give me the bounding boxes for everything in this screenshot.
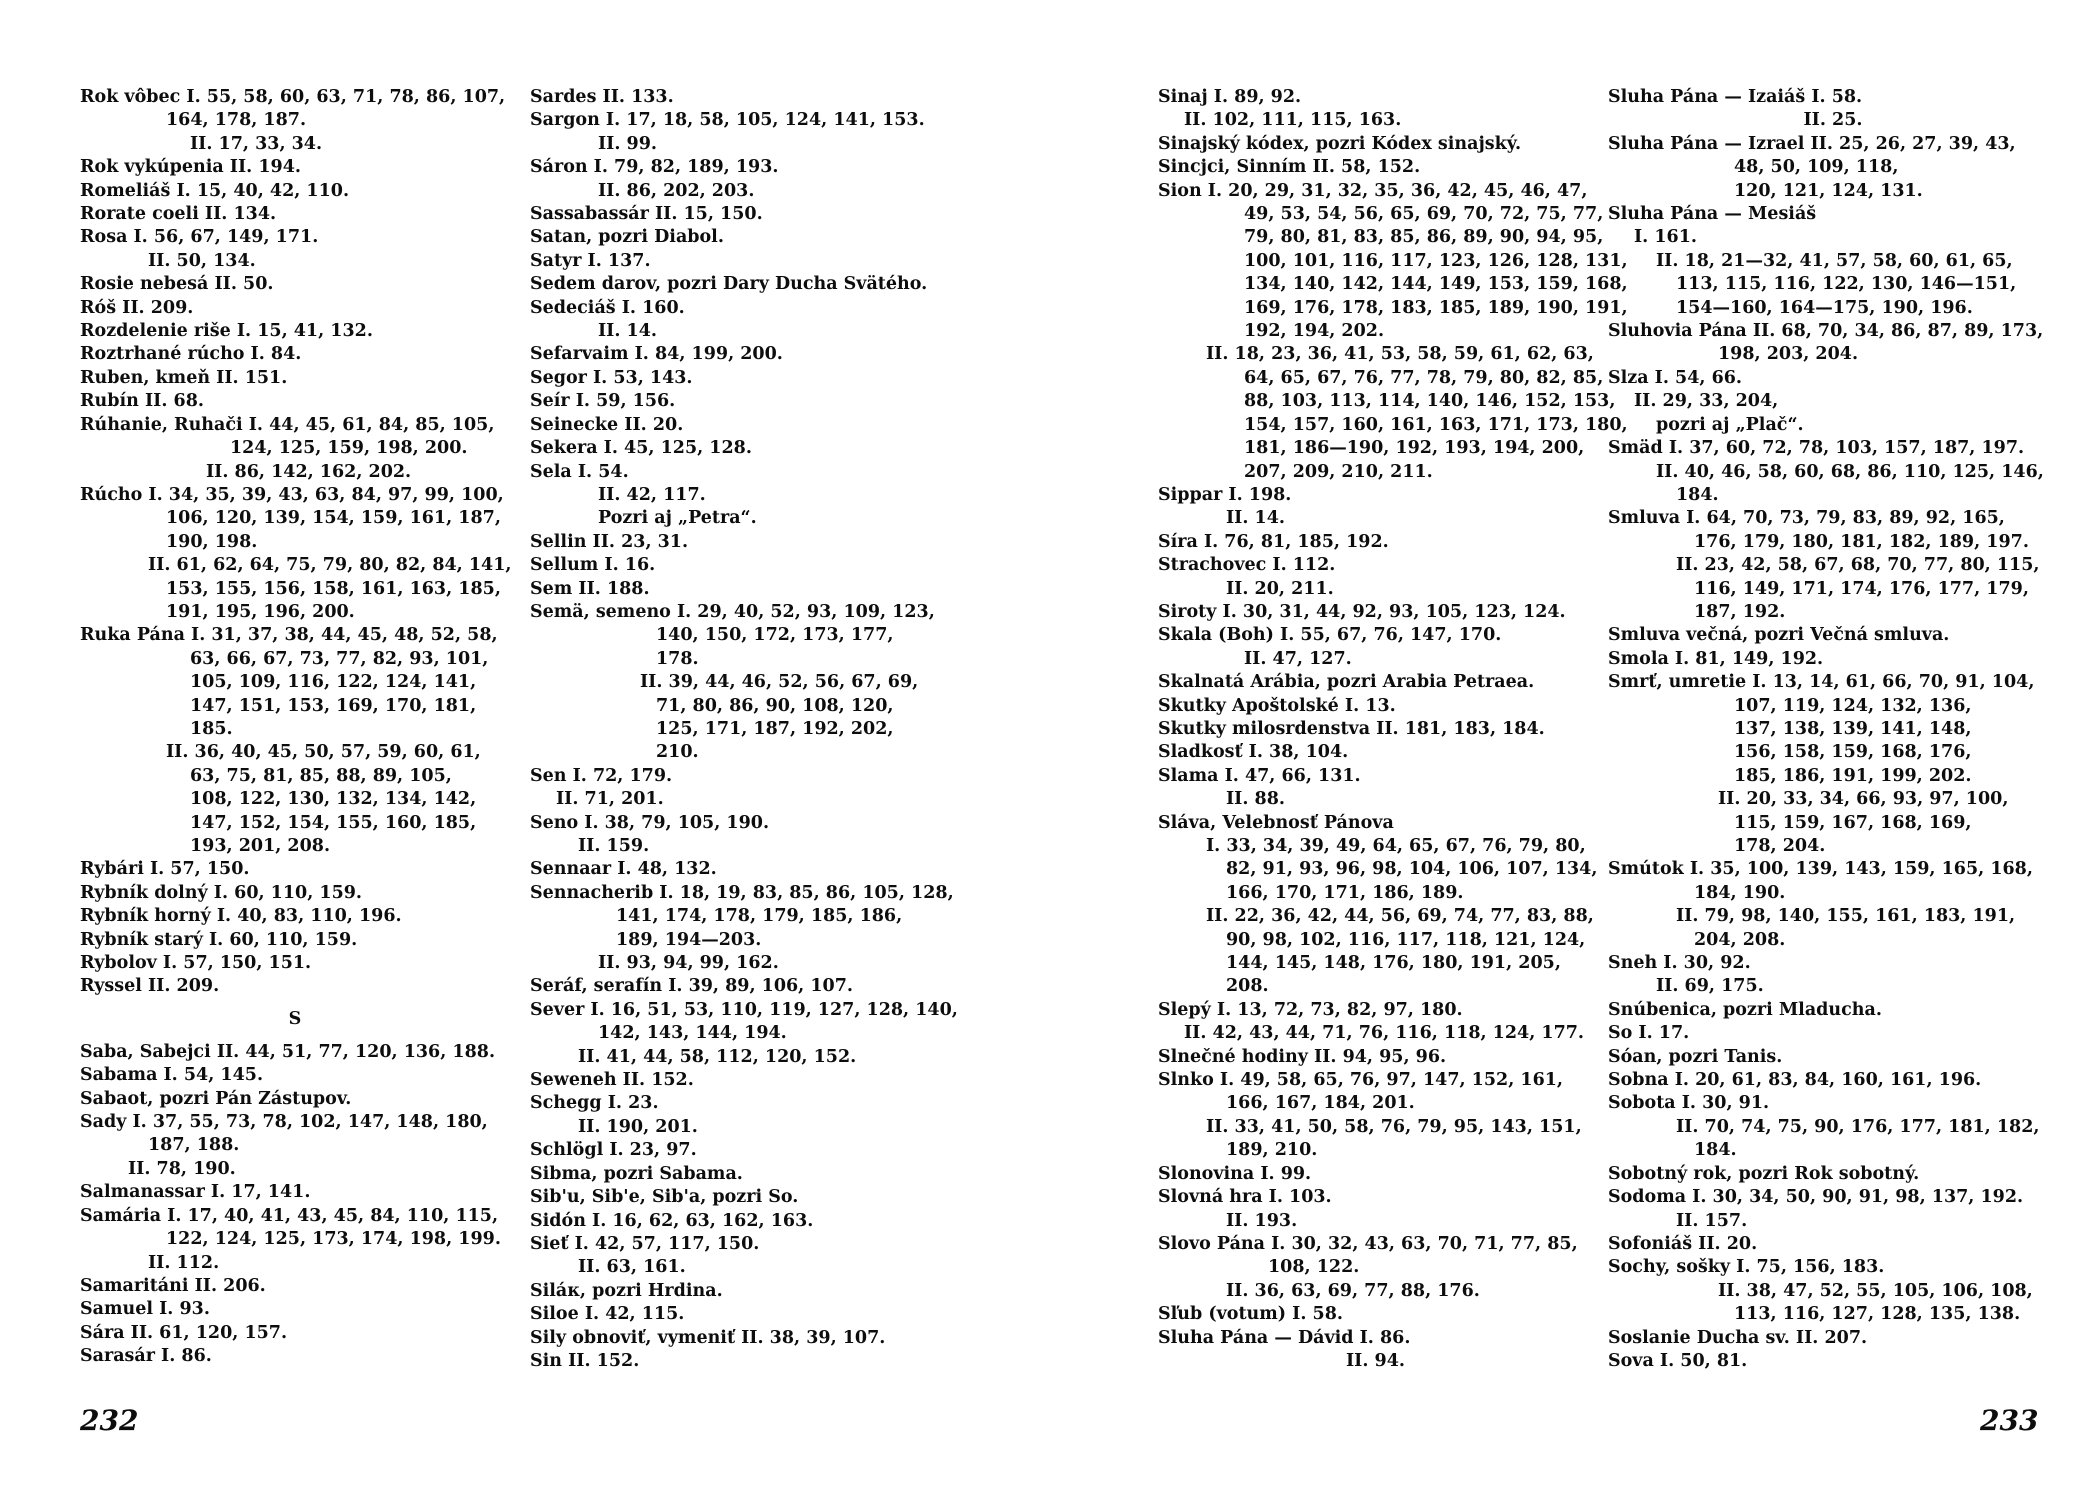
index-subentry: 122, 124, 125, 173, 174, 198, 199. — [166, 1229, 501, 1250]
index-subentry: 140, 150, 172, 173, 177, — [656, 625, 894, 646]
index-entry: Samaritáni II. 206. — [80, 1275, 266, 1296]
index-subentry: 48, 50, 109, 118, — [1734, 157, 1899, 178]
right-page — [1043, 0, 2086, 1500]
index-subentry: pozri aj „Plač“. — [1656, 414, 1804, 435]
index-subentry: II. 23, 42, 58, 67, 68, 70, 77, 80, 115, — [1676, 555, 2040, 576]
index-column-right-2 — [1608, 86, 2058, 1373]
index-subentry: II. 20, 33, 34, 66, 93, 97, 100, — [1718, 789, 2009, 810]
index-subentry: 176, 179, 180, 181, 182, 189, 197. — [1694, 531, 2029, 552]
index-entry: Sodoma I. 30, 34, 50, 90, 91, 98, 137, 192. — [1608, 1187, 2024, 1208]
index-entry: Sneh I. 30, 92. — [1608, 953, 1751, 974]
index-entry: Samuel I. 93. — [80, 1299, 210, 1320]
index-entry: Sellum I. 16. — [530, 555, 656, 576]
index-entry: Smútok I. 35, 100, 139, 143, 159, 165, 168, — [1608, 859, 2033, 880]
index-entry: Sofoniáš II. 20. — [1608, 1233, 1758, 1254]
index-entry: Rúhanie, Ruhači I. 44, 45, 61, 84, 85, 105, — [80, 414, 495, 435]
index-entry: Semä, semeno I. 29, 40, 52, 93, 109, 123, — [530, 601, 935, 622]
index-subentry: 64, 65, 67, 76, 77, 78, 79, 80, 82, 85, — [1244, 367, 1604, 388]
index-entry: Sion I. 20, 29, 31, 32, 35, 36, 42, 45, 46, 47, — [1158, 180, 1588, 201]
index-entry: Rosie nebesá II. 50. — [80, 274, 274, 295]
index-subentry: II. 78, 190. — [128, 1158, 236, 1179]
index-subentry: 108, 122, 130, 132, 134, 142, — [190, 789, 477, 810]
index-entry: Siloe I. 42, 115. — [530, 1304, 685, 1325]
index-entry: Seráf, serafín I. 39, 89, 106, 107. — [530, 976, 853, 997]
index-subentry: II. 99. — [598, 133, 658, 154]
index-subentry: II. 47, 127. — [1244, 648, 1352, 669]
page-number-left: 232 — [80, 1404, 139, 1437]
index-subentry: 154, 157, 160, 161, 163, 171, 173, 180, — [1244, 414, 1628, 435]
index-subentry: 105, 109, 116, 122, 124, 141, — [190, 672, 477, 693]
index-subentry: 185. — [190, 718, 233, 739]
index-subentry: 88, 103, 113, 114, 140, 146, 152, 153, — [1244, 391, 1616, 412]
index-entry: Slonovina I. 99. — [1158, 1163, 1312, 1184]
index-subentry: II. 36, 40, 45, 50, 57, 59, 60, 61, — [166, 742, 481, 763]
index-entry: Sochy, sošky I. 75, 156, 183. — [1608, 1257, 1885, 1278]
index-entry: Smluva I. 64, 70, 73, 79, 83, 89, 92, 165, — [1608, 508, 2005, 529]
index-entry: Seweneh II. 152. — [530, 1070, 694, 1091]
index-entry: Sefarvaim I. 84, 199, 200. — [530, 344, 783, 365]
index-subentry: 100, 101, 116, 117, 123, 126, 128, 131, — [1244, 250, 1628, 271]
index-entry: Sincjci, Sinním II. 58, 152. — [1158, 157, 1421, 178]
index-subentry: 189, 210. — [1226, 1140, 1318, 1161]
index-entry: Ruka Pána I. 31, 37, 38, 44, 45, 48, 52, 58, — [80, 625, 498, 646]
index-subentry: 178, 204. — [1734, 836, 1826, 856]
index-subentry: II. 193. — [1226, 1210, 1298, 1231]
index-subentry: 113, 115, 116, 122, 130, 146—151, — [1676, 274, 2017, 295]
index-entry: Slnečné hodiny II. 94, 95, 96. — [1158, 1046, 1447, 1067]
index-subentry: 120, 121, 124, 131. — [1734, 180, 1923, 201]
index-entry: Strachovec I. 112. — [1158, 555, 1336, 576]
index-subentry: II. 159. — [578, 836, 650, 856]
index-subentry: 208. — [1226, 976, 1269, 997]
index-entry: Schlögl I. 23, 97. — [530, 1140, 697, 1161]
index-subentry: 49, 53, 54, 56, 65, 69, 70, 72, 75, 77, — [1244, 204, 1604, 225]
index-subentry: II. 36, 63, 69, 77, 88, 176. — [1226, 1280, 1480, 1301]
index-subentry: 164, 178, 187. — [166, 110, 307, 131]
index-entry: Sennacherib I. 18, 19, 83, 85, 86, 105, 128, — [530, 882, 954, 903]
index-entry: Samária I. 17, 40, 41, 43, 45, 84, 110, 115, — [80, 1205, 499, 1226]
index-entry: Sluhovia Pána II. 68, 70, 34, 86, 87, 89, 173, — [1608, 321, 2044, 342]
index-subentry: II. 102, 111, 115, 163. — [1184, 110, 1402, 131]
index-subentry: II. 70, 74, 75, 90, 176, 177, 181, 182, — [1676, 1116, 2040, 1137]
section-letter: S — [288, 1008, 302, 1029]
index-subentry: II. 17, 33, 34. — [190, 133, 323, 154]
index-entry: Sladkosť I. 38, 104. — [1158, 742, 1349, 763]
index-entry: Seír I. 59, 156. — [530, 391, 676, 412]
index-entry: Síra I. 76, 81, 185, 192. — [1158, 531, 1389, 552]
index-entry: Slama I. 47, 66, 131. — [1158, 765, 1361, 786]
index-subentry: 154—160, 164—175, 190, 196. — [1676, 297, 1973, 318]
index-subentry: II. 33, 41, 50, 58, 76, 79, 95, 143, 151, — [1206, 1116, 1582, 1137]
index-entry: Skutky Apoštolské I. 13. — [1158, 695, 1396, 716]
index-entry: Rubín II. 68. — [80, 391, 204, 412]
index-entry: Sassabassár II. 15, 150. — [530, 204, 763, 225]
index-subentry: 190, 198. — [166, 531, 258, 552]
index-subentry: 147, 152, 154, 155, 160, 185, — [190, 812, 477, 833]
index-subentry: I. 161. — [1634, 227, 1697, 248]
index-entry: Sluha Pána — Dávid I. 86. — [1158, 1327, 1411, 1348]
index-subentry: 63, 75, 81, 85, 88, 89, 105, — [190, 765, 452, 786]
index-entry: Rosa I. 56, 67, 149, 171. — [80, 227, 319, 248]
index-subentry: II. 20, 211. — [1226, 578, 1334, 599]
index-subentry: 166, 167, 184, 201. — [1226, 1093, 1415, 1114]
index-entry: Sláva, Velebnosť Pánova — [1158, 812, 1394, 833]
index-entry: Slovo Pána I. 30, 32, 43, 63, 70, 71, 77, 85, — [1158, 1233, 1578, 1254]
index-subentry: 116, 149, 171, 174, 176, 177, 179, — [1694, 578, 2029, 599]
index-entry: Siroty I. 30, 31, 44, 92, 93, 105, 123, 124. — [1158, 601, 1566, 622]
index-entry: Sin II. 152. — [530, 1350, 640, 1371]
index-entry: Sobotný rok, pozri Rok sobotný. — [1608, 1163, 1920, 1184]
index-subentry: 204, 208. — [1694, 929, 1786, 950]
index-entry: Smola I. 81, 149, 192. — [1608, 648, 1824, 669]
index-subentry: 187, 188. — [148, 1135, 240, 1156]
index-subentry: II. 63, 161. — [578, 1257, 686, 1278]
index-subentry: 144, 145, 148, 176, 180, 191, 205, — [1226, 953, 1561, 974]
index-entry: Sardes II. 133. — [530, 87, 674, 107]
index-subentry: II. 38, 47, 52, 55, 105, 106, 108, — [1718, 1280, 2033, 1301]
index-entry: Sára II. 61, 120, 157. — [80, 1322, 288, 1343]
index-entry: Satan, pozri Diabol. — [530, 227, 724, 248]
index-subentry: 134, 140, 142, 144, 149, 153, 159, 168, — [1244, 274, 1628, 295]
index-entry: Rok vôbec I. 55, 58, 60, 63, 71, 78, 86, 107, — [80, 87, 506, 107]
index-entry: Siláк, pozri Hrdina. — [530, 1280, 723, 1301]
index-subentry: II. 18, 23, 36, 41, 53, 58, 59, 61, 62, 63, — [1206, 344, 1594, 365]
index-subentry: II. 22, 36, 42, 44, 56, 69, 74, 77, 83, 88, — [1206, 906, 1594, 927]
index-entry: So I. 17. — [1608, 1023, 1690, 1044]
index-subentry: 178. — [656, 648, 699, 669]
index-subentry: 106, 120, 139, 154, 159, 161, 187, — [166, 508, 501, 529]
index-subentry: 184. — [1676, 484, 1719, 505]
index-entry: Sľub (votum) I. 58. — [1158, 1304, 1343, 1325]
index-subentry: II. 25. — [1803, 110, 1863, 131]
index-subentry: 125, 171, 187, 192, 202, — [656, 718, 894, 739]
index-entry: Sela I. 54. — [530, 461, 629, 482]
index-entry: Sluha Pána — Mesiáš — [1608, 204, 1817, 225]
index-entry: Sippar I. 198. — [1158, 484, 1292, 505]
index-entry: Sáron I. 79, 82, 189, 193. — [530, 157, 779, 178]
index-subentry: 107, 119, 124, 132, 136, — [1734, 695, 1972, 716]
index-subentry: Pozri aj „Petra“. — [598, 508, 757, 529]
index-entry: Sluha Pána — Izaiáš I. 58. — [1608, 87, 1863, 107]
index-entry: Skalnatá Arábia, pozri Arabia Petraea. — [1158, 672, 1535, 693]
index-subentry: 187, 192. — [1694, 601, 1786, 622]
index-subentry: 82, 91, 93, 96, 98, 104, 106, 107, 134, — [1226, 859, 1598, 880]
index-subentry: II. 190, 201. — [578, 1116, 698, 1137]
index-subentry: II. 79, 98, 140, 155, 161, 183, 191, — [1676, 906, 2016, 927]
index-subentry: 166, 170, 171, 186, 189. — [1226, 882, 1464, 903]
index-entry: Sinaj I. 89, 92. — [1158, 87, 1302, 107]
index-subentry: II. 69, 175. — [1656, 976, 1764, 997]
index-entry: Smluva večná, pozri Večná smluva. — [1608, 625, 1950, 646]
index-entry: Rybník starý I. 60, 110, 159. — [80, 929, 358, 950]
index-entry: Sobota I. 30, 91. — [1608, 1093, 1770, 1114]
index-subentry: II. 42, 117. — [598, 484, 706, 505]
index-subentry: II. 14. — [598, 321, 658, 342]
index-subentry: 193, 201, 208. — [190, 836, 331, 856]
index-entry: Roztrhané rúcho I. 84. — [80, 344, 302, 365]
index-subentry: 181, 186—190, 192, 193, 194, 200, — [1244, 438, 1585, 459]
index-entry: Sekera I. 45, 125, 128. — [530, 438, 752, 459]
index-subentry: II. 157. — [1676, 1210, 1748, 1231]
index-entry: Slza I. 54, 66. — [1608, 367, 1743, 388]
index-subentry: II. 88. — [1226, 789, 1286, 810]
index-entry: Sellin II. 23, 31. — [530, 531, 689, 552]
index-entry: Sibma, pozri Sabama. — [530, 1163, 743, 1184]
index-entry: Sennaar I. 48, 132. — [530, 859, 717, 880]
index-entry: Ryssel II. 209. — [80, 976, 220, 997]
index-subentry: II. 61, 62, 64, 75, 79, 80, 82, 84, 141, — [148, 555, 512, 576]
index-entry: Rozdelenie riše I. 15, 41, 132. — [80, 321, 373, 342]
index-entry: Slnko I. 49, 58, 65, 76, 97, 147, 152, 161, — [1158, 1070, 1564, 1091]
index-subentry: II. 42, 43, 44, 71, 76, 116, 118, 124, 177. — [1184, 1023, 1585, 1044]
index-entry: Saba, Sabejci II. 44, 51, 77, 120, 136, 188. — [80, 1041, 496, 1062]
index-column-left-1 — [80, 86, 510, 1369]
index-entry: Sever I. 16, 51, 53, 110, 119, 127, 128, 140, — [530, 999, 958, 1020]
index-subentry: 115, 159, 167, 168, 169, — [1734, 812, 1972, 833]
index-entry: Smrť, umretie I. 13, 14, 61, 66, 70, 91, 104, — [1608, 672, 2035, 693]
index-subentry: 141, 174, 178, 179, 185, 186, — [616, 906, 903, 927]
index-entry: Skala (Boh) I. 55, 67, 76, 147, 170. — [1158, 625, 1502, 646]
index-entry: Sobna I. 20, 61, 83, 84, 160, 161, 196. — [1608, 1070, 1982, 1091]
index-subentry: 207, 209, 210, 211. — [1244, 461, 1433, 482]
index-entry: Sabaot, pozri Pán Zástupov. — [80, 1088, 352, 1109]
index-entry: Rybolov I. 57, 150, 151. — [80, 953, 312, 974]
index-entry: Sen I. 72, 179. — [530, 765, 673, 786]
index-entry: Smäd I. 37, 60, 72, 78, 103, 157, 187, 197. — [1608, 438, 2025, 459]
index-subentry: I. 33, 34, 39, 49, 64, 65, 67, 76, 79, 80, — [1206, 836, 1586, 856]
index-entry: Sem II. 188. — [530, 578, 650, 599]
index-subentry: 71, 80, 86, 90, 108, 120, — [656, 695, 894, 716]
index-entry: Rúcho I. 34, 35, 39, 43, 63, 84, 97, 99, 100, — [80, 484, 504, 505]
index-entry: Sóan, pozri Tanis. — [1608, 1046, 1783, 1067]
index-subentry: 137, 138, 139, 141, 148, — [1734, 718, 1972, 739]
index-entry: Skutky milosrdenstva II. 181, 183, 184. — [1158, 718, 1545, 739]
index-subentry: 113, 116, 127, 128, 135, 138. — [1734, 1304, 2021, 1325]
index-subentry: II. 71, 201. — [556, 789, 664, 810]
index-entry: Salmanassar I. 17, 141. — [80, 1182, 311, 1203]
index-subentry: II. 86, 202, 203. — [598, 180, 755, 201]
index-subentry: II. 41, 44, 58, 112, 120, 152. — [578, 1046, 857, 1067]
index-subentry: 169, 176, 178, 183, 185, 189, 190, 191, — [1244, 297, 1628, 318]
index-subentry: 210. — [656, 742, 699, 763]
index-subentry: II. 40, 46, 58, 60, 68, 86, 110, 125, 146, — [1656, 461, 2044, 482]
index-subentry: II. 29, 33, 204, — [1634, 391, 1779, 412]
index-entry: Sady I. 37, 55, 73, 78, 102, 147, 148, 180, — [80, 1112, 488, 1133]
index-subentry: 184. — [1694, 1140, 1737, 1161]
index-subentry: II. 50, 134. — [148, 250, 256, 271]
index-entry: Sluha Pána — Izrael II. 25, 26, 27, 39, 43, — [1608, 133, 2016, 154]
index-entry: Rybári I. 57, 150. — [80, 859, 250, 880]
index-entry: Rybník dolný I. 60, 110, 159. — [80, 882, 363, 903]
index-entry: Snúbenica, pozri Mladucha. — [1608, 999, 1882, 1020]
index-subentry: 189, 194—203. — [616, 929, 762, 950]
index-entry: Romeliáš I. 15, 40, 42, 110. — [80, 180, 350, 201]
index-subentry: II. 14. — [1226, 508, 1286, 529]
index-entry: Seno I. 38, 79, 105, 190. — [530, 812, 770, 833]
index-subentry: II. 93, 94, 99, 162. — [598, 953, 779, 974]
index-subentry: 90, 98, 102, 116, 117, 118, 121, 124, — [1226, 929, 1586, 950]
index-entry: Rorate coeli II. 134. — [80, 204, 277, 225]
index-entry: Róš II. 209. — [80, 297, 194, 318]
index-entry: Satyr I. 137. — [530, 250, 651, 271]
index-entry: Sib'u, Sib'e, Sib'a, pozri So. — [530, 1187, 799, 1208]
index-subentry: II. 94. — [1345, 1350, 1405, 1371]
index-subentry: 192, 194, 202. — [1244, 321, 1385, 342]
index-column-left-2 — [530, 86, 980, 1373]
index-entry: Slepý I. 13, 72, 73, 82, 97, 180. — [1158, 999, 1463, 1020]
index-subentry: 63, 66, 67, 73, 77, 82, 93, 101, — [190, 648, 489, 669]
index-subentry: 124, 125, 159, 198, 200. — [230, 438, 468, 459]
index-entry: Sabama I. 54, 145. — [80, 1065, 264, 1086]
index-entry: Ruben, kmeň II. 151. — [80, 367, 288, 388]
index-entry: Sinajský kódex, pozri Kódex sinajský. — [1158, 133, 1522, 154]
index-subentry: 142, 143, 144, 194. — [598, 1023, 787, 1044]
index-entry: Soslanie Ducha sv. II. 207. — [1608, 1327, 1868, 1348]
index-entry: Seinecke II. 20. — [530, 414, 684, 435]
index-subentry: 153, 155, 156, 158, 161, 163, 185, — [166, 578, 501, 599]
index-subentry: 108, 122. — [1268, 1257, 1360, 1278]
index-entry: Sova I. 50, 81. — [1608, 1350, 1748, 1371]
index-subentry: 184, 190. — [1694, 882, 1786, 903]
index-subentry: 191, 195, 196, 200. — [166, 601, 355, 622]
page-number-right: 233 — [1980, 1404, 2039, 1437]
index-subentry: 79, 80, 81, 83, 85, 86, 89, 90, 94, 95, — [1244, 227, 1604, 248]
index-subentry: 156, 158, 159, 168, 176, — [1734, 742, 1972, 763]
index-entry: Rok vykúpenia II. 194. — [80, 157, 301, 178]
index-entry: Slovná hra I. 103. — [1158, 1187, 1332, 1208]
index-entry: Rybník horný I. 40, 83, 110, 196. — [80, 906, 402, 927]
index-column-right-1 — [1158, 86, 1628, 1373]
index-subentry: 198, 203, 204. — [1718, 344, 1859, 365]
index-subentry: 147, 151, 153, 169, 170, 181, — [190, 695, 477, 716]
index-entry: Sidón I. 16, 62, 63, 162, 163. — [530, 1210, 814, 1231]
index-subentry: II. 18, 21—32, 41, 57, 58, 60, 61, 65, — [1656, 250, 2013, 271]
index-entry: Sargon I. 17, 18, 58, 105, 124, 141, 153. — [530, 110, 925, 131]
index-entry: Sedeciáš I. 160. — [530, 297, 685, 318]
index-entry: Sarasár I. 86. — [80, 1346, 212, 1367]
index-subentry: II. 39, 44, 46, 52, 56, 67, 69, — [640, 672, 919, 693]
index-entry: Segor I. 53, 143. — [530, 367, 693, 388]
index-entry: Sieť I. 42, 57, 117, 150. — [530, 1233, 760, 1254]
index-subentry: II. 86, 142, 162, 202. — [206, 461, 412, 482]
index-entry: Schegg I. 23. — [530, 1093, 659, 1114]
index-subentry: II. 112. — [148, 1252, 220, 1273]
index-entry: Sedem darov, pozri Dary Ducha Svätého. — [530, 274, 928, 295]
index-entry: Sily obnoviť, vymeniť II. 38, 39, 107. — [530, 1327, 886, 1348]
index-subentry: 185, 186, 191, 199, 202. — [1734, 765, 1972, 786]
